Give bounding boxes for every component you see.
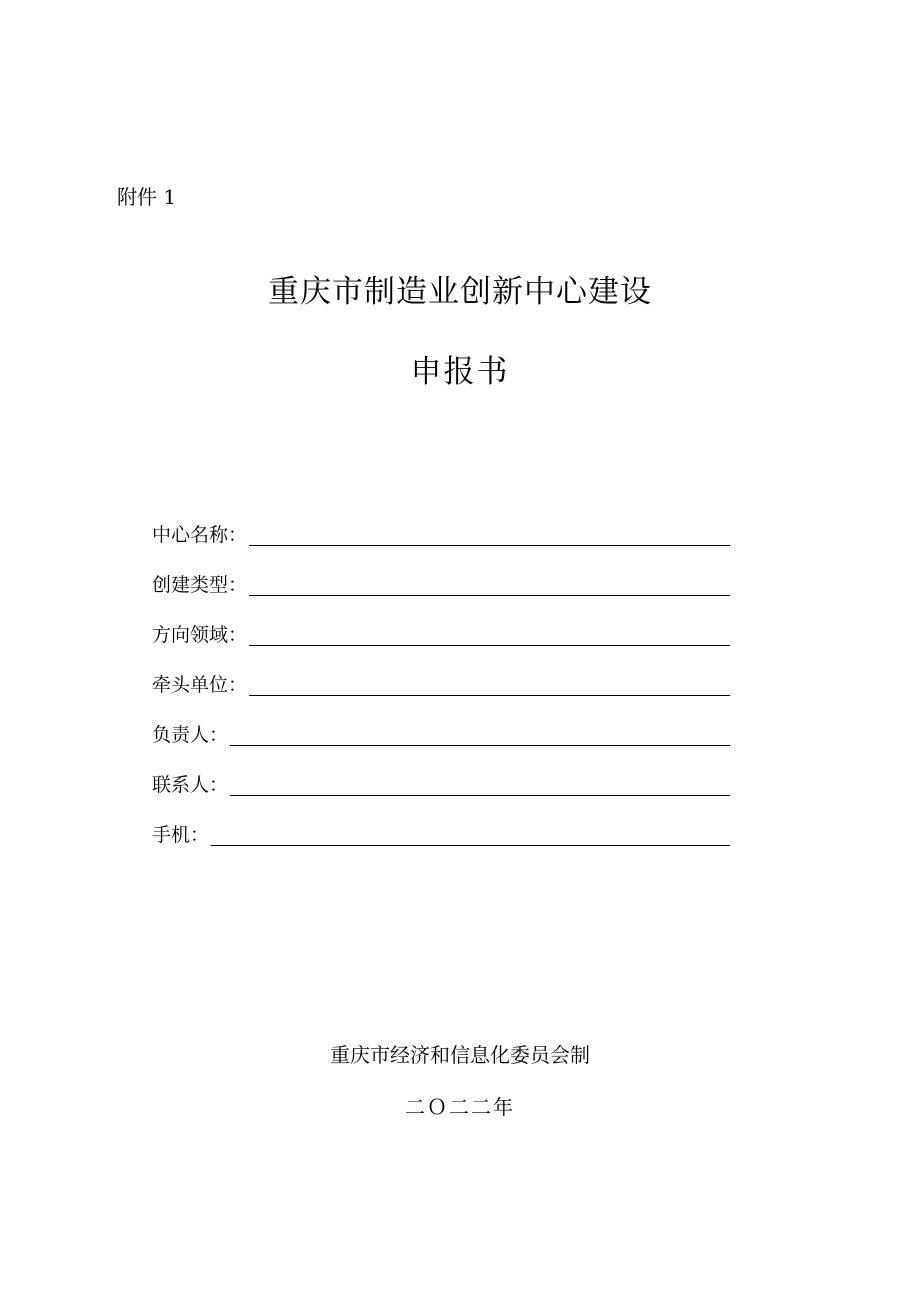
field-lead-unit <box>152 650 730 700</box>
field-label-person-in-charge: 负责人： <box>152 724 229 746</box>
field-blank-center-name[interactable] <box>249 545 730 546</box>
field-blank-contact-person[interactable] <box>230 795 730 796</box>
field-label-center-name: 中心名称： <box>152 524 248 546</box>
field-blank-lead-unit[interactable] <box>249 695 730 696</box>
field-label-direction-domain: 方向领域： <box>152 624 248 646</box>
form-fields <box>152 500 730 850</box>
field-direction-domain <box>152 600 730 650</box>
field-contact-person <box>152 750 730 800</box>
field-blank-mobile[interactable] <box>211 845 730 846</box>
document-title-line1: 重庆市制造业创新中心建设 <box>268 274 652 310</box>
field-mobile <box>152 800 730 850</box>
field-label-mobile: 手机： <box>152 824 210 846</box>
field-label-contact-person: 联系人： <box>152 774 229 796</box>
field-blank-direction-domain[interactable] <box>249 645 730 646</box>
field-blank-creation-type[interactable] <box>249 595 730 596</box>
issuer-line: 重庆市经济和信息化委员会制 <box>330 1043 590 1067</box>
field-person-in-charge <box>152 700 730 750</box>
field-creation-type <box>152 550 730 600</box>
field-label-lead-unit: 牵头单位： <box>152 674 248 696</box>
field-label-creation-type: 创建类型： <box>152 574 248 596</box>
field-blank-person-in-charge[interactable] <box>230 745 730 746</box>
year-line: 二Ｏ二二年 <box>405 1095 515 1119</box>
attachment-label: 附件 1 <box>117 185 177 209</box>
field-center-name <box>152 500 730 550</box>
document-title-line2: 申报书 <box>410 354 510 390</box>
